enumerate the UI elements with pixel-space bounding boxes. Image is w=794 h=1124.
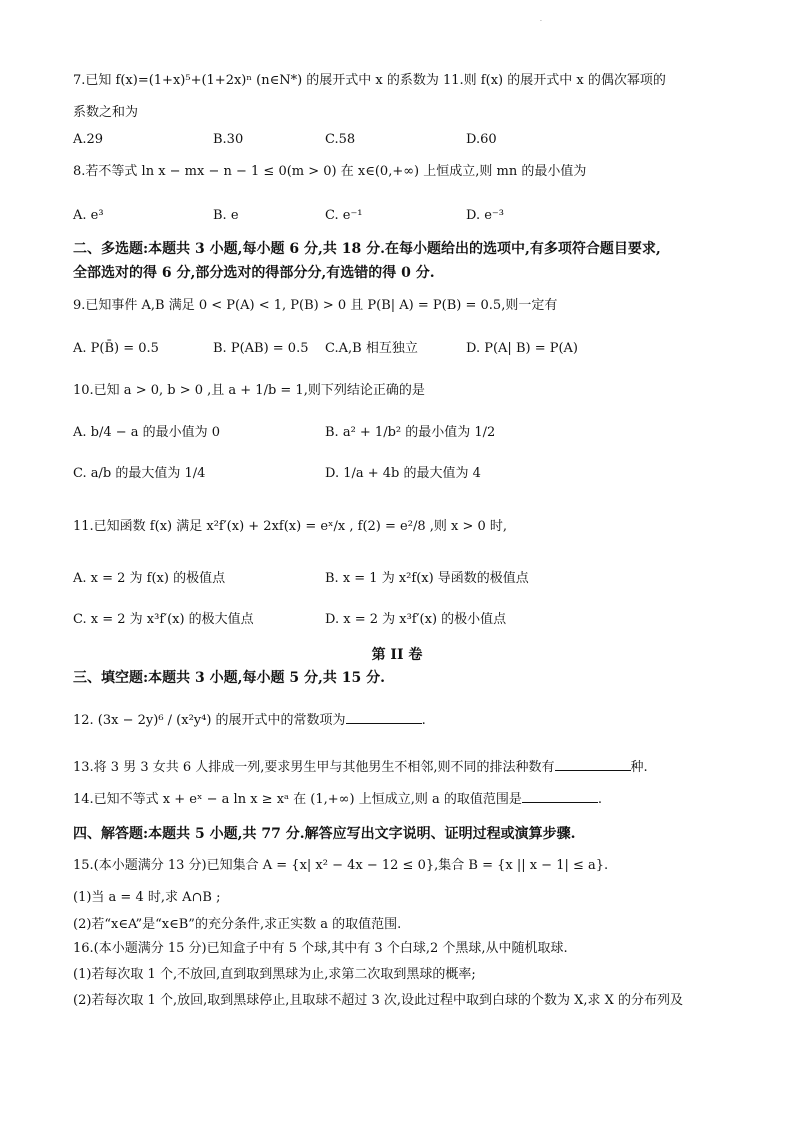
q15-part2: (2)若“x∈A”是“x∈B”的充分条件,求正实数 a 的取值范围. <box>73 917 402 932</box>
q14-answer-blank[interactable] <box>522 790 598 803</box>
q10-option-b: B. a² + 1/b² 的最小值为 1/2 <box>325 425 496 440</box>
q14-stem: 14.已知不等式 x + eˣ − a ln x ≥ xᵃ 在 (1,+∞) 上恒成立,则 a 的取值范围是 <box>73 792 522 807</box>
q11-option-a: A. x = 2 为 f(x) 的极值点 <box>73 571 226 586</box>
q9-option-d: D. P(A| B) = P(A) <box>466 341 579 356</box>
q12-answer-blank[interactable] <box>346 711 422 724</box>
q7-option-a: A.29 <box>73 132 104 147</box>
q11-option-c: C. x = 2 为 x³f′(x) 的极大值点 <box>73 612 254 627</box>
q9-option-a: A. P(B̄) = 0.5 <box>73 341 159 356</box>
q15-stem: 15.(本小题满分 13 分)已知集合 A = {x| x² − 4x − 12 ≤ 0},集合 B = {x || x − 1| ≤ a}. <box>73 858 609 873</box>
q13-stem: 13.将 3 男 3 女共 6 人排成一列,要求男生甲与其他男生不相邻,则不同的排法种数有 <box>73 760 555 775</box>
q8-option-c: C. e⁻¹ <box>325 208 363 223</box>
q16-stem: 16.(本小题满分 15 分)已知盒子中有 5 个球,其中有 3 个白球,2 个黑球,从中随机取球. <box>73 941 568 956</box>
q10-option-a: A. b/4 − a 的最小值为 0 <box>73 425 221 440</box>
q7-option-b: B.30 <box>213 132 244 147</box>
q7-option-c: C.58 <box>325 132 356 147</box>
section2-heading-line2: 全部选对的得 6 分,部分选对的得部分分,有选错的得 0 分. <box>73 265 435 281</box>
q10-option-d: D. 1/a + 4b 的最大值为 4 <box>325 466 481 481</box>
q16-part2: (2)若每次取 1 个,放回,取到黑球停止,且取球不超过 3 次,设此过程中取到白球的个数为 X,求 X 的分布列及 <box>73 993 684 1008</box>
q9-option-b: B. P(AB) = 0.5 <box>213 341 309 356</box>
q11-stem: 11.已知函数 f(x) 满足 x²f′(x) + 2xf(x) = eˣ/x , f(2) = e²/8 ,则 x > 0 时, <box>73 519 508 534</box>
q7-stem-line1: 7.已知 f(x)=(1+x)⁵+(1+2x)ⁿ (n∈N*) 的展开式中 x 的系数为 11.则 f(x) 的展开式中 x 的偶次幂项的 <box>73 73 666 88</box>
q15-part1: (1)当 a = 4 时,求 A∩B ; <box>73 890 221 905</box>
q14-line <box>73 790 602 809</box>
q16-part1: (1)若每次取 1 个,不放回,直到取到黑球为止,求第二次取到黑球的概率; <box>73 967 476 982</box>
q13-suffix: 种. <box>630 760 648 775</box>
q7-option-d: D.60 <box>466 132 497 147</box>
section3-heading: 三、填空题:本题共 3 小题,每小题 5 分,共 15 分. <box>73 670 385 686</box>
section4-heading: 四、解答题:本题共 5 小题,共 77 分.解答应写出文字说明、证明过程或演算步骤. <box>73 826 576 842</box>
q9-option-c: C.A,B 相互独立 <box>325 341 418 356</box>
q12-stem: 12. (3x − 2y)⁶ / (x²y⁴) 的展开式中的常数项为 <box>73 713 346 728</box>
section2-heading-line1: 二、多选题:本题共 3 小题,每小题 6 分,共 18 分.在每小题给出的选项中,有多项符合题目要求, <box>73 241 661 257</box>
q8-option-b: B. e <box>213 208 239 223</box>
q12-line <box>73 711 426 730</box>
q13-answer-blank[interactable] <box>555 758 631 771</box>
q11-option-d: D. x = 2 为 x³f′(x) 的极小值点 <box>325 612 507 627</box>
q9-stem: 9.已知事件 A,B 满足 0 < P(A) < 1, P(B) > 0 且 P(B| A) = P(B) = 0.5,则一定有 <box>73 298 558 313</box>
q8-option-d: D. e⁻³ <box>466 208 504 223</box>
q8-stem: 8.若不等式 ln x − mx − n − 1 ≤ 0(m > 0) 在 x∈(0,+∞) 上恒成立,则 mn 的最小值为 <box>73 164 587 179</box>
q13-line <box>73 758 648 777</box>
q8-option-a: A. e³ <box>73 208 104 223</box>
q10-option-c: C. a/b 的最大值为 1/4 <box>73 466 206 481</box>
part2-title: 第 II 卷 <box>371 647 423 663</box>
q7-stem-line2: 系数之和为 <box>73 105 139 120</box>
q12-suffix: . <box>421 713 426 728</box>
q10-stem: 10.已知 a > 0, b > 0 ,且 a + 1/b = 1,则下列结论正确的是 <box>73 383 425 398</box>
q11-option-b: B. x = 1 为 x²f(x) 导函数的极值点 <box>325 571 529 586</box>
header-mark: . <box>540 16 542 23</box>
q14-suffix: . <box>597 792 602 807</box>
